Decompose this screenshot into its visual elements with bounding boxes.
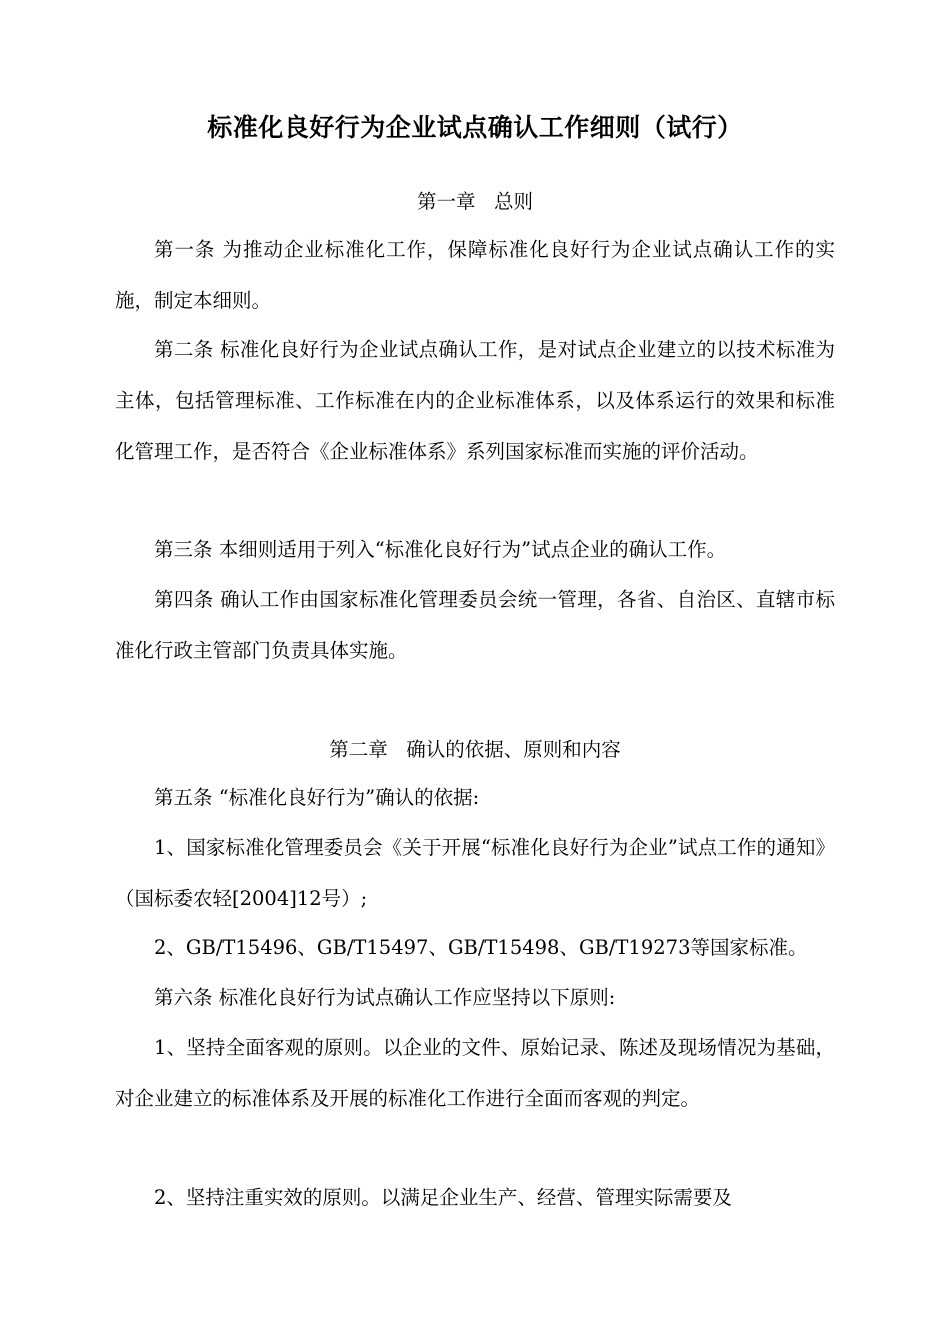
article-2: 第二条 标准化良好行为企业试点确认工作，是对试点企业建立的以技术标准为主体，包括管理标准、工作标准在内的企业标准体系，以及体系运行的效果和标准化管理工作，是否符合《企业标准体系》系列国家标准而实施的评价活动。 xyxy=(115,338,835,463)
article-4: 第四条 确认工作由国家标准化管理委员会统一管理，各省、自治区、直辖市标准化行政主管部门负责具体实施。 xyxy=(115,588,835,662)
article-5-item-1: 1、国家标准化管理委员会《关于开展“标准化良好行为企业”试点工作的通知》（国标委农轻[2004]12号）; xyxy=(115,836,835,910)
article-6-item-1: 1、坚持全面客观的原则。以企业的文件、原始记录、陈述及现场情况为基础，对企业建立的标准体系及开展的标准化工作进行全面而客观的判定。 xyxy=(115,1036,835,1110)
document-title: 标准化良好行为企业试点确认工作细则（试行） xyxy=(207,113,743,142)
chapter-2-heading: 第二章 确认的依据、原则和内容 xyxy=(329,738,621,761)
chapter-1-heading: 第一章 总则 xyxy=(416,190,534,213)
article-3: 第三条 本细则适用于列入“标准化良好行为”试点企业的确认工作。 xyxy=(154,538,727,561)
article-5: 第五条 “标准化良好行为”确认的依据: xyxy=(154,786,480,809)
article-5-item-2: 2、GB/T15496、GB/T15497、GB/T15498、GB/T19273等国家标准。 xyxy=(154,936,808,959)
article-6-item-2: 2、坚持注重实效的原则。以满足企业生产、经营、管理实际需要及 xyxy=(154,1186,732,1209)
article-1: 第一条 为推动企业标准化工作，保障标准化良好行为企业试点确认工作的实施，制定本细则。 xyxy=(115,238,835,312)
article-6: 第六条 标准化良好行为试点确认工作应坚持以下原则: xyxy=(154,986,616,1009)
